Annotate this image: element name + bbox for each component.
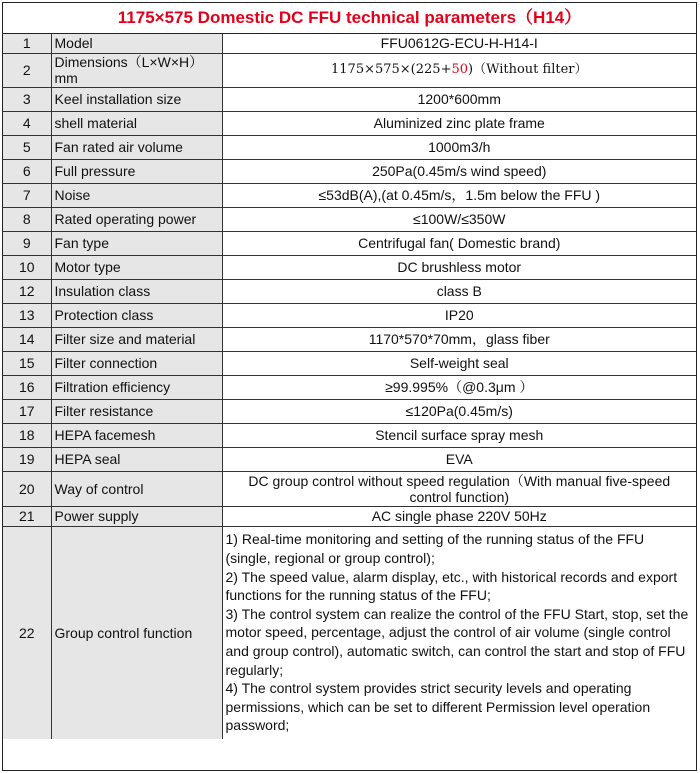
table-row [3,231,696,255]
parameter-name: Dimensions（L×W×H）mm [51,53,222,87]
function-item: 3) The control system can realize the control of the FFU Start, stop, set the motor speed, percentage, adjust the control of air volume (single control and group control), automatic switch, can control the start and stop of FFU regularly; [225,605,689,678]
table-row [3,471,696,506]
row-number: 8 [3,207,51,231]
function-item: 2) The speed value, alarm display, etc., with historical records and export functions for the running status of the FFU; [225,568,678,604]
parameter-value: 250Pa(0.45m/s wind speed) [222,159,696,183]
parameter-value: Centrifugal fan( Domestic brand) [222,231,696,255]
parameter-name: Insulation class [51,279,222,303]
parameter-value: Self-weight seal [222,351,696,375]
parameter-value: ≤53dB(A),(at 0.45m/s，1.5m below the FFU ) [222,183,696,207]
parameter-name: HEPA seal [51,447,222,471]
table-row [3,303,696,327]
table-row [3,53,696,87]
row-number: 6 [3,159,51,183]
parameter-value: 1200*600mm [222,87,696,111]
row-number: 5 [3,135,51,159]
parameter-name: Protection class [51,303,222,327]
parameter-value: Stencil surface spray mesh [222,423,696,447]
table-row [3,423,696,447]
parameter-name: Filter resistance [51,399,222,423]
table-row [3,351,696,375]
parameter-sheet [2,2,697,771]
row-number: 22 [3,526,51,739]
parameter-value: AC single phase 220V 50Hz [222,506,696,526]
table-row [3,87,696,111]
parameter-name: HEPA facemesh [51,423,222,447]
parameter-name: Filter connection [51,351,222,375]
parameter-value: Aluminized zinc plate frame [222,111,696,135]
row-number: 9 [3,231,51,255]
row-number: 2 [3,53,51,87]
table-row [3,327,696,351]
table-row [3,399,696,423]
row-number: 12 [3,279,51,303]
function-item: 4) The control system provides strict security levels and operating permissions, which can be set to different Permission level operation password; [225,680,651,734]
parameter-value: ≥99.995%（@0.3μm ） [222,375,696,399]
row-number: 19 [3,447,51,471]
parameter-name: Power supply [51,506,222,526]
row-number: 4 [3,111,51,135]
table-row [3,375,696,399]
table-row [3,159,696,183]
row-number: 14 [3,327,51,351]
table-row [3,255,696,279]
sheet-title: 1175×575 Domestic DC FFU technical parameters（H14） [3,3,696,34]
table-row [3,183,696,207]
parameter-name: Group control function [51,526,222,739]
parameter-value: 1000m3/h [222,135,696,159]
parameter-value: ≤120Pa(0.45m/s) [222,399,696,423]
parameter-value [222,53,696,87]
table-row [3,34,696,53]
parameter-name: Fan type [51,231,222,255]
table-row [3,526,696,739]
highlight-value: 50 [451,62,469,77]
parameter-value [222,526,696,739]
parameter-name: Filtration efficiency [51,375,222,399]
row-number: 15 [3,351,51,375]
parameter-value: DC group control without speed regulation（With manual five-speed control function) [222,471,696,506]
parameter-name: Full pressure [51,159,222,183]
table-row [3,207,696,231]
parameter-value: class B [222,279,696,303]
parameter-table [3,34,696,739]
parameter-name: shell material [51,111,222,135]
function-item: 1) Real-time monitoring and setting of the running status of the FFU (single, regional or group control); [225,531,645,567]
parameter-value: FFU0612G-ECU-H-H14-I [222,34,696,53]
table-row [3,447,696,471]
parameter-value: 1170*570*70mm，glass fiber [222,327,696,351]
row-number: 3 [3,87,51,111]
row-number: 1 [3,34,51,53]
table-row [3,279,696,303]
row-number: 7 [3,183,51,207]
row-number: 13 [3,303,51,327]
parameter-value: DC brushless motor [222,255,696,279]
row-number: 16 [3,375,51,399]
parameter-value: ≤100W/≤350W [222,207,696,231]
table-row [3,135,696,159]
row-number: 21 [3,506,51,526]
row-number: 17 [3,399,51,423]
table-row [3,111,696,135]
parameter-name: Way of control [51,471,222,506]
row-number: 20 [3,471,51,506]
parameter-name: Noise [51,183,222,207]
parameter-value: IP20 [222,303,696,327]
value-part: 1175×575×(225+ [331,62,452,77]
row-number: 18 [3,423,51,447]
parameter-value: EVA [222,447,696,471]
parameter-name: Motor type [51,255,222,279]
value-part: )（Without filter） [468,62,588,77]
parameter-name: Keel installation size [51,87,222,111]
parameter-name: Model [51,34,222,53]
parameter-name: Fan rated air volume [51,135,222,159]
row-number: 10 [3,255,51,279]
table-row [3,506,696,526]
parameter-name: Rated operating power [51,207,222,231]
parameter-name: Filter size and material [51,327,222,351]
